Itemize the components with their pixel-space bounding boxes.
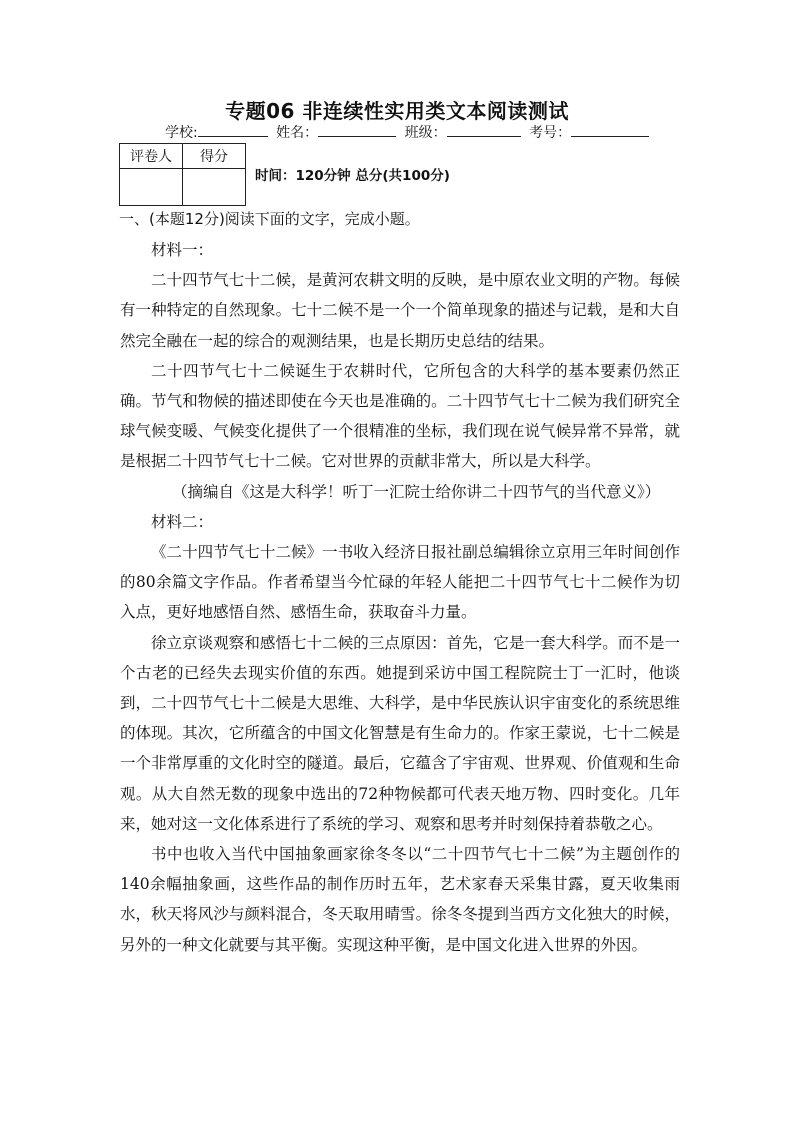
exam-number-blank <box>571 122 649 137</box>
material2-label: 材料二： <box>151 512 214 531</box>
name-label: 姓名： <box>276 125 319 141</box>
question-heading: 一、(本题12分)阅读下面的文字，完成小题。 <box>119 210 420 228</box>
material2-paragraph: 徐立京谈观察和感悟七十二候的三点原因：首先，它是一套大科学。而不是一个古老的已经失去现实价值的东西。她提到采访中国工程院院士丁一汇时，他谈到，二十四节气七十二候是大思维、大科学，是中华民族认识宇宙变化的系统思维的体现。其次，它所蕴含的中国文化智慧是有生命力的。作家王蒙说，七十二候是一个非常厚重的文化时空的隧道。最后，它蕴含了宇宙观、世界观、价值观和生命观。从大自然无数的现象中选出的72种物候都可代表天地万物、四时变化。几年来，她对这一文化体系进行了系统的学习、观察和思考并时刻保持着恭敬之心。 <box>120 633 680 833</box>
material1-paragraph: 二十四节气七十二候诞生于农耕时代，它所包含的大科学的基本要素仍然正确。节气和物候的描述即使在今天也是准确的。二十四节气七十二候为我们研究全球气候变暖、气候变化提供了一个很精准的坐标，我们现在说气候异常不异常，就是根据二十四节气七十二候。它对世界的贡献非常大，所以是大科学。 <box>120 361 680 471</box>
material1-label: 材料一： <box>151 241 214 259</box>
reading-passage <box>120 235 680 960</box>
class-blank <box>447 122 521 137</box>
class-label: 班级： <box>404 125 447 141</box>
page-title: 专题06 非连续性实用类文本阅读测试 <box>225 99 569 123</box>
student-info-line <box>165 122 653 142</box>
school-blank <box>198 122 268 137</box>
material1-source: （摘编自《这是大科学！听丁一汇院士给你讲二十四节气的当代意义》） <box>172 482 661 501</box>
exam-time-total: 时间：120分钟 总分(共100分) <box>255 168 450 184</box>
score-cell <box>183 169 246 206</box>
grader-header: 评卷人 <box>120 144 183 169</box>
school-label: 学校: <box>165 125 198 141</box>
material1-paragraph: 二十四节气七十二候，是黄河农耕文明的反映，是中原农业文明的产物。每候有一种特定的自然现象。七十二候不是一个一个简单现象的描述与记载，是和大自然完全融在一起的综合的观测结果，也是长期历史总结的结果。 <box>120 271 680 350</box>
material2-paragraph: 书中也收入当代中国抽象画家徐冬冬以“二十四节气七十二候”为主题创作的140余幅抽象画，这些作品的制作历时五年，艺术家春天采集甘露，夏天收集雨水，秋天将风沙与颜料混合，冬天取用晴雪。徐冬冬提到当西方文化独大的时候，另外的一种文化就要与其平衡。实现这种平衡，是中国文化进入世界的外因。 <box>120 845 680 954</box>
score-header: 得分 <box>183 144 246 169</box>
grader-score-table <box>119 143 246 206</box>
name-blank <box>318 122 396 137</box>
material2-paragraph: 《二十四节气七十二候》一书收入经济日报社副总编辑徐立京用三年时间创作的80余篇文字作品。作者希望当今忙碌的年轻人能把二十四节气七十二候作为切入点，更好地感悟自然、感悟生命，获取奋斗力量。 <box>120 543 680 622</box>
exam-number-label: 考号： <box>529 125 572 141</box>
grader-cell <box>120 169 183 206</box>
